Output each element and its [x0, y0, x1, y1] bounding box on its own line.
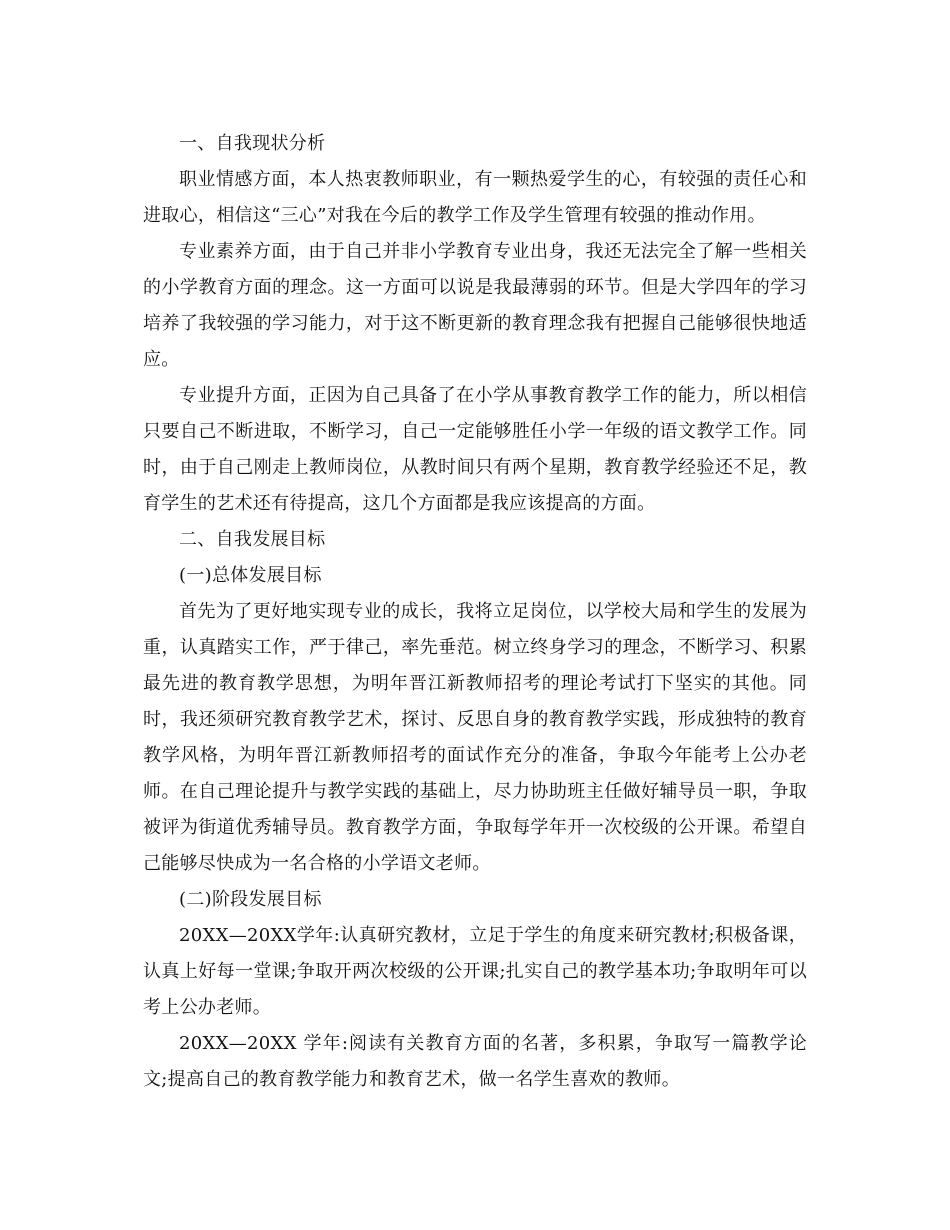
paragraph-overall-goals: 首先为了更好地实现专业的成长，我将立足岗位，以学校大局和学生的发展为重，认真踏实工作，严于律己，率先垂范。树立终身学习的理念，不断学习、积累最先进的教育教学思想，为明年晋江新教师招考的理论考试打下坚实的其他。同时，我还须研究教育教学艺术，探讨、反思自身的教育教学实践，形成独特的教育教学风格，为明年晋江新教师招考的面试作充分的准备，争取今年能考上公办老师。在自己理论提升与教学实践的基础上，尽力协助班主任做好辅导员一职，争取被评为街道优秀辅导员。教育教学方面，争取每学年开一次校级的公开课。希望自己能够尽快成为一名合格的小学语文老师。 [143, 601, 807, 874]
document-body [143, 126, 807, 1098]
paragraph-professional-improvement: 专业提升方面，正因为自己具备了在小学从事教育教学工作的能力，所以相信只要自己不断进取，不断学习，自己一定能够胜任小学一年级的语文教学工作。同时，由于自己刚走上教师岗位，从教时间只有两个星期，教育教学经验还不足，教育学生的艺术还有待提高，这几个方面都是我应该提高的方面。 [143, 385, 807, 514]
section-heading-development-goals: 二、自我发展目标 [179, 529, 326, 550]
section-heading-self-analysis: 一、自我现状分析 [179, 133, 326, 154]
subheading-stage-goals: (二)阶段发展目标 [179, 889, 322, 910]
paragraph-career-emotion: 职业情感方面，本人热衷教师职业，有一颗热爱学生的心，有较强的责任心和进取心，相信这“三心”对我在今后的教学工作及学生管理有较强的推动作用。 [143, 169, 807, 226]
subheading-overall-goals: (一)总体发展目标 [179, 565, 322, 586]
paragraph-professional-quality: 专业素养方面，由于自己并非小学教育专业出身，我还无法完全了解一些相关的小学教育方面的理念。这一方面可以说是我最薄弱的环节。但是大学四年的学习培养了我较强的学习能力，对于这不断更新的教育理念我有把握自己能够很快地适应。 [143, 241, 807, 370]
paragraph-stage-goal-2: 20XX—20XX 学年:阅读有关教育方面的名著，多积累，争取写一篇教学论文;提高自己的教育教学能力和教育艺术，做一名学生喜欢的教师。 [143, 1033, 807, 1090]
paragraph-stage-goal-1: 20XX—20XX学年:认真研究教材，立足于学生的角度来研究教材;积极备课，认真上好每一堂课;争取开两次校级的公开课;扎实自己的教学基本功;争取明年可以考上公办老师。 [143, 925, 807, 1018]
